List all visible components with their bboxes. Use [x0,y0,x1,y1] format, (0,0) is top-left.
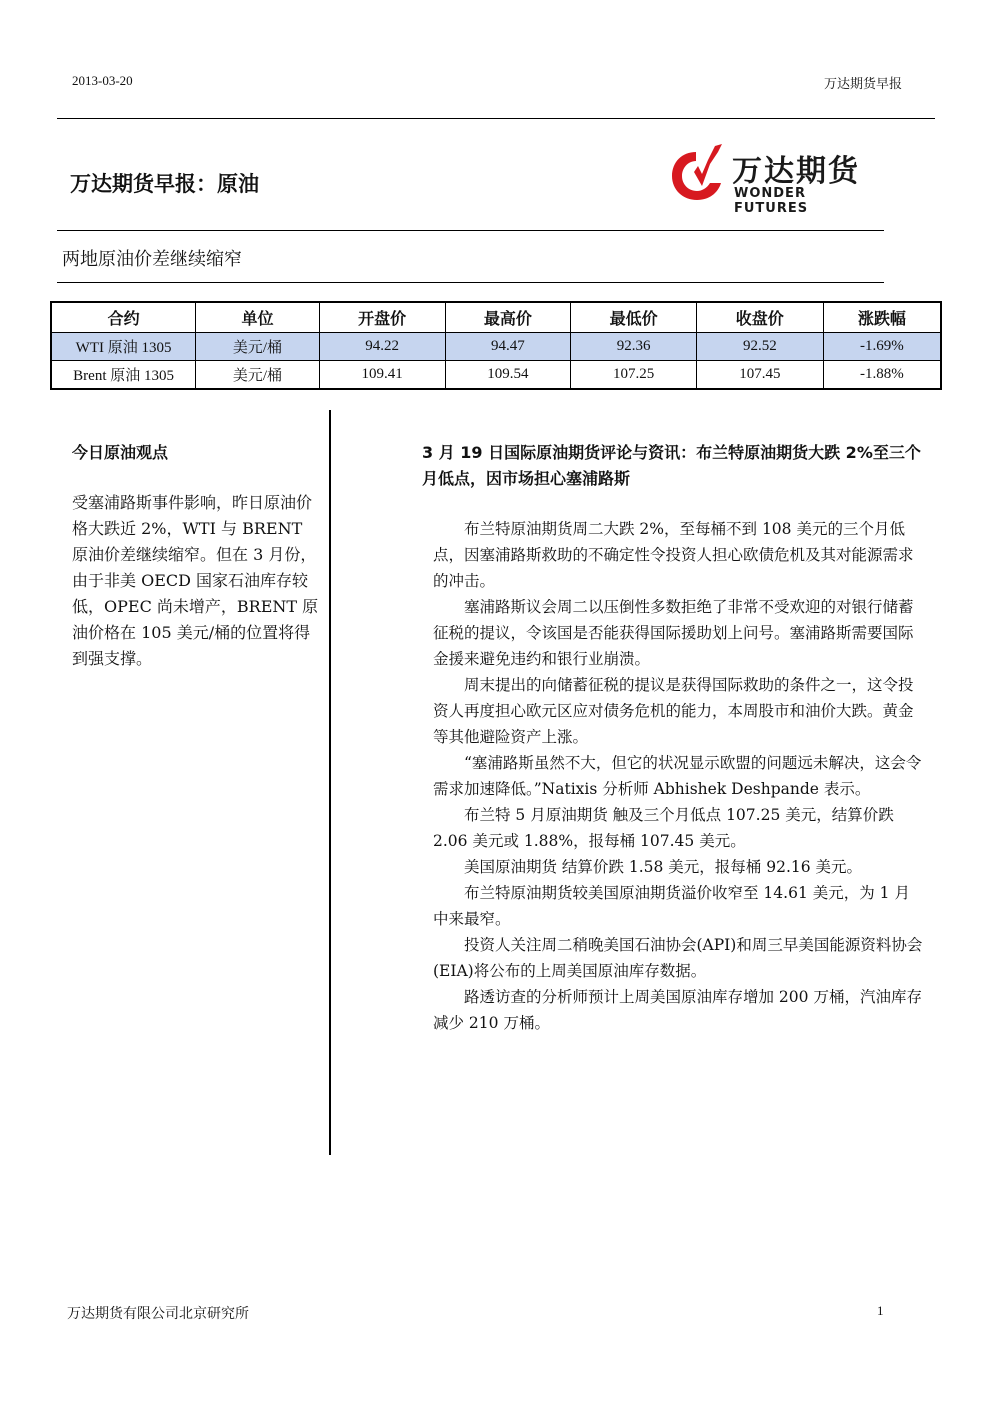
page-title: 万达期货早报：原油 [70,172,259,196]
table-cell: 美元/桶 [196,361,320,390]
news-heading: 3 月 19 日国际原油期货评论与资讯：布兰特原油期货大跌 2%至三个月低点，因市场担心塞浦路斯 [422,443,921,488]
header-brand: 万达期货早报 [823,77,902,92]
table-cell: 109.54 [445,361,571,390]
table-cell: 94.22 [319,333,445,361]
logo-chinese-text: 万达期货 [732,154,860,189]
report-subtitle: 两地原油价差继续缩窄 [62,249,242,270]
table-row-brent [51,361,941,390]
outlook-heading: 今日原油观点 [72,443,169,462]
table-row-wti [51,333,941,361]
header-unit: 单位 [196,302,320,333]
table-cell: WTI 原油 1305 [51,333,196,361]
table-cell: -1.69% [823,333,941,361]
news-paragraph: 布兰特原油期货较美国原油期货溢价收窄至 14.61 美元，为 1 月中来最窄。 [433,884,910,928]
footer-company: 万达期货有限公司北京研究所 [67,1306,249,1322]
header-low: 最低价 [571,302,697,333]
table-cell: -1.88% [823,361,941,390]
logo-english-text: WONDER FUTURES [734,186,809,216]
table-cell: 92.52 [696,333,823,361]
news-paragraph: “塞浦路斯虽然不大，但它的状况显示欧盟的问题远未解决，这会令需求加速降低。”Natixis 分析师 Abhishek Deshpande 表示。 [433,754,922,798]
header-rule [57,118,935,119]
news-paragraph: 美国原油期货 结算价跌 1.58 美元，报每桶 92.16 美元。 [464,858,863,876]
report-date: 2013-03-20 [72,73,133,88]
table-cell: 94.47 [445,333,571,361]
price-table [50,301,942,390]
table-cell: 107.45 [696,361,823,390]
header-close: 收盘价 [696,302,823,333]
news-paragraph: 布兰特原油期货周二大跌 2%，至每桶不到 108 美元的三个月低点，因塞浦路斯救助的不确定性令投资人担心欧债危机及其对能源需求的冲击。 [433,520,914,590]
header-contract: 合约 [51,302,196,333]
column-divider [329,410,331,1155]
table-cell: 109.41 [319,361,445,390]
table-cell: 92.36 [571,333,697,361]
news-paragraph: 路透访查的分析师预计上周美国原油库存增加 200 万桶，汽油库存减少 210 万桶。 [433,988,922,1032]
table-header-row [51,302,941,333]
news-paragraph: 投资人关注周二稍晚美国石油协会(API)和周三早美国能源资料协会(EIA)将公布的上周美国原油库存数据。 [433,936,923,980]
logo-mark-icon [668,142,728,204]
outlook-body: 受塞浦路斯事件影响，昨日原油价格大跌近 2%，WTI 与 BRENT 原油价差继续缩窄。但在 3 月份，由于非美 OECD 国家石油库存较低，OPEC 尚未增产，BRENT 原油价格在 105 美元/桶的位置将得到强支撑。 [72,493,319,668]
header-high: 最高价 [445,302,571,333]
news-paragraph: 塞浦路斯议会周二以压倒性多数拒绝了非常不受欢迎的对银行储蓄征税的提议，令该国是否能获得国际援助划上问号。塞浦路斯需要国际金援来避免违约和银行业崩溃。 [433,598,914,668]
header-open: 开盘价 [319,302,445,333]
table-cell: 美元/桶 [196,333,320,361]
news-body [433,516,923,1036]
company-logo [668,142,878,216]
news-paragraph: 周末提出的向储蓄征税的提议是获得国际救助的条件之一，这令投资人再度担心欧元区应对债务危机的能力，本周股市和油价大跌。黄金等其他避险资产上涨。 [433,676,914,746]
table-cell: 107.25 [571,361,697,390]
subtitle-rule-top [57,230,884,231]
page-number: 1 [877,1303,884,1318]
table-cell: Brent 原油 1305 [51,361,196,390]
subtitle-rule-bottom [57,282,884,283]
header-change: 涨跌幅 [823,302,941,333]
news-paragraph: 布兰特 5 月原油期货 触及三个月低点 107.25 美元，结算价跌 2.06 美元或 1.88%，报每桶 107.45 美元。 [433,806,894,850]
